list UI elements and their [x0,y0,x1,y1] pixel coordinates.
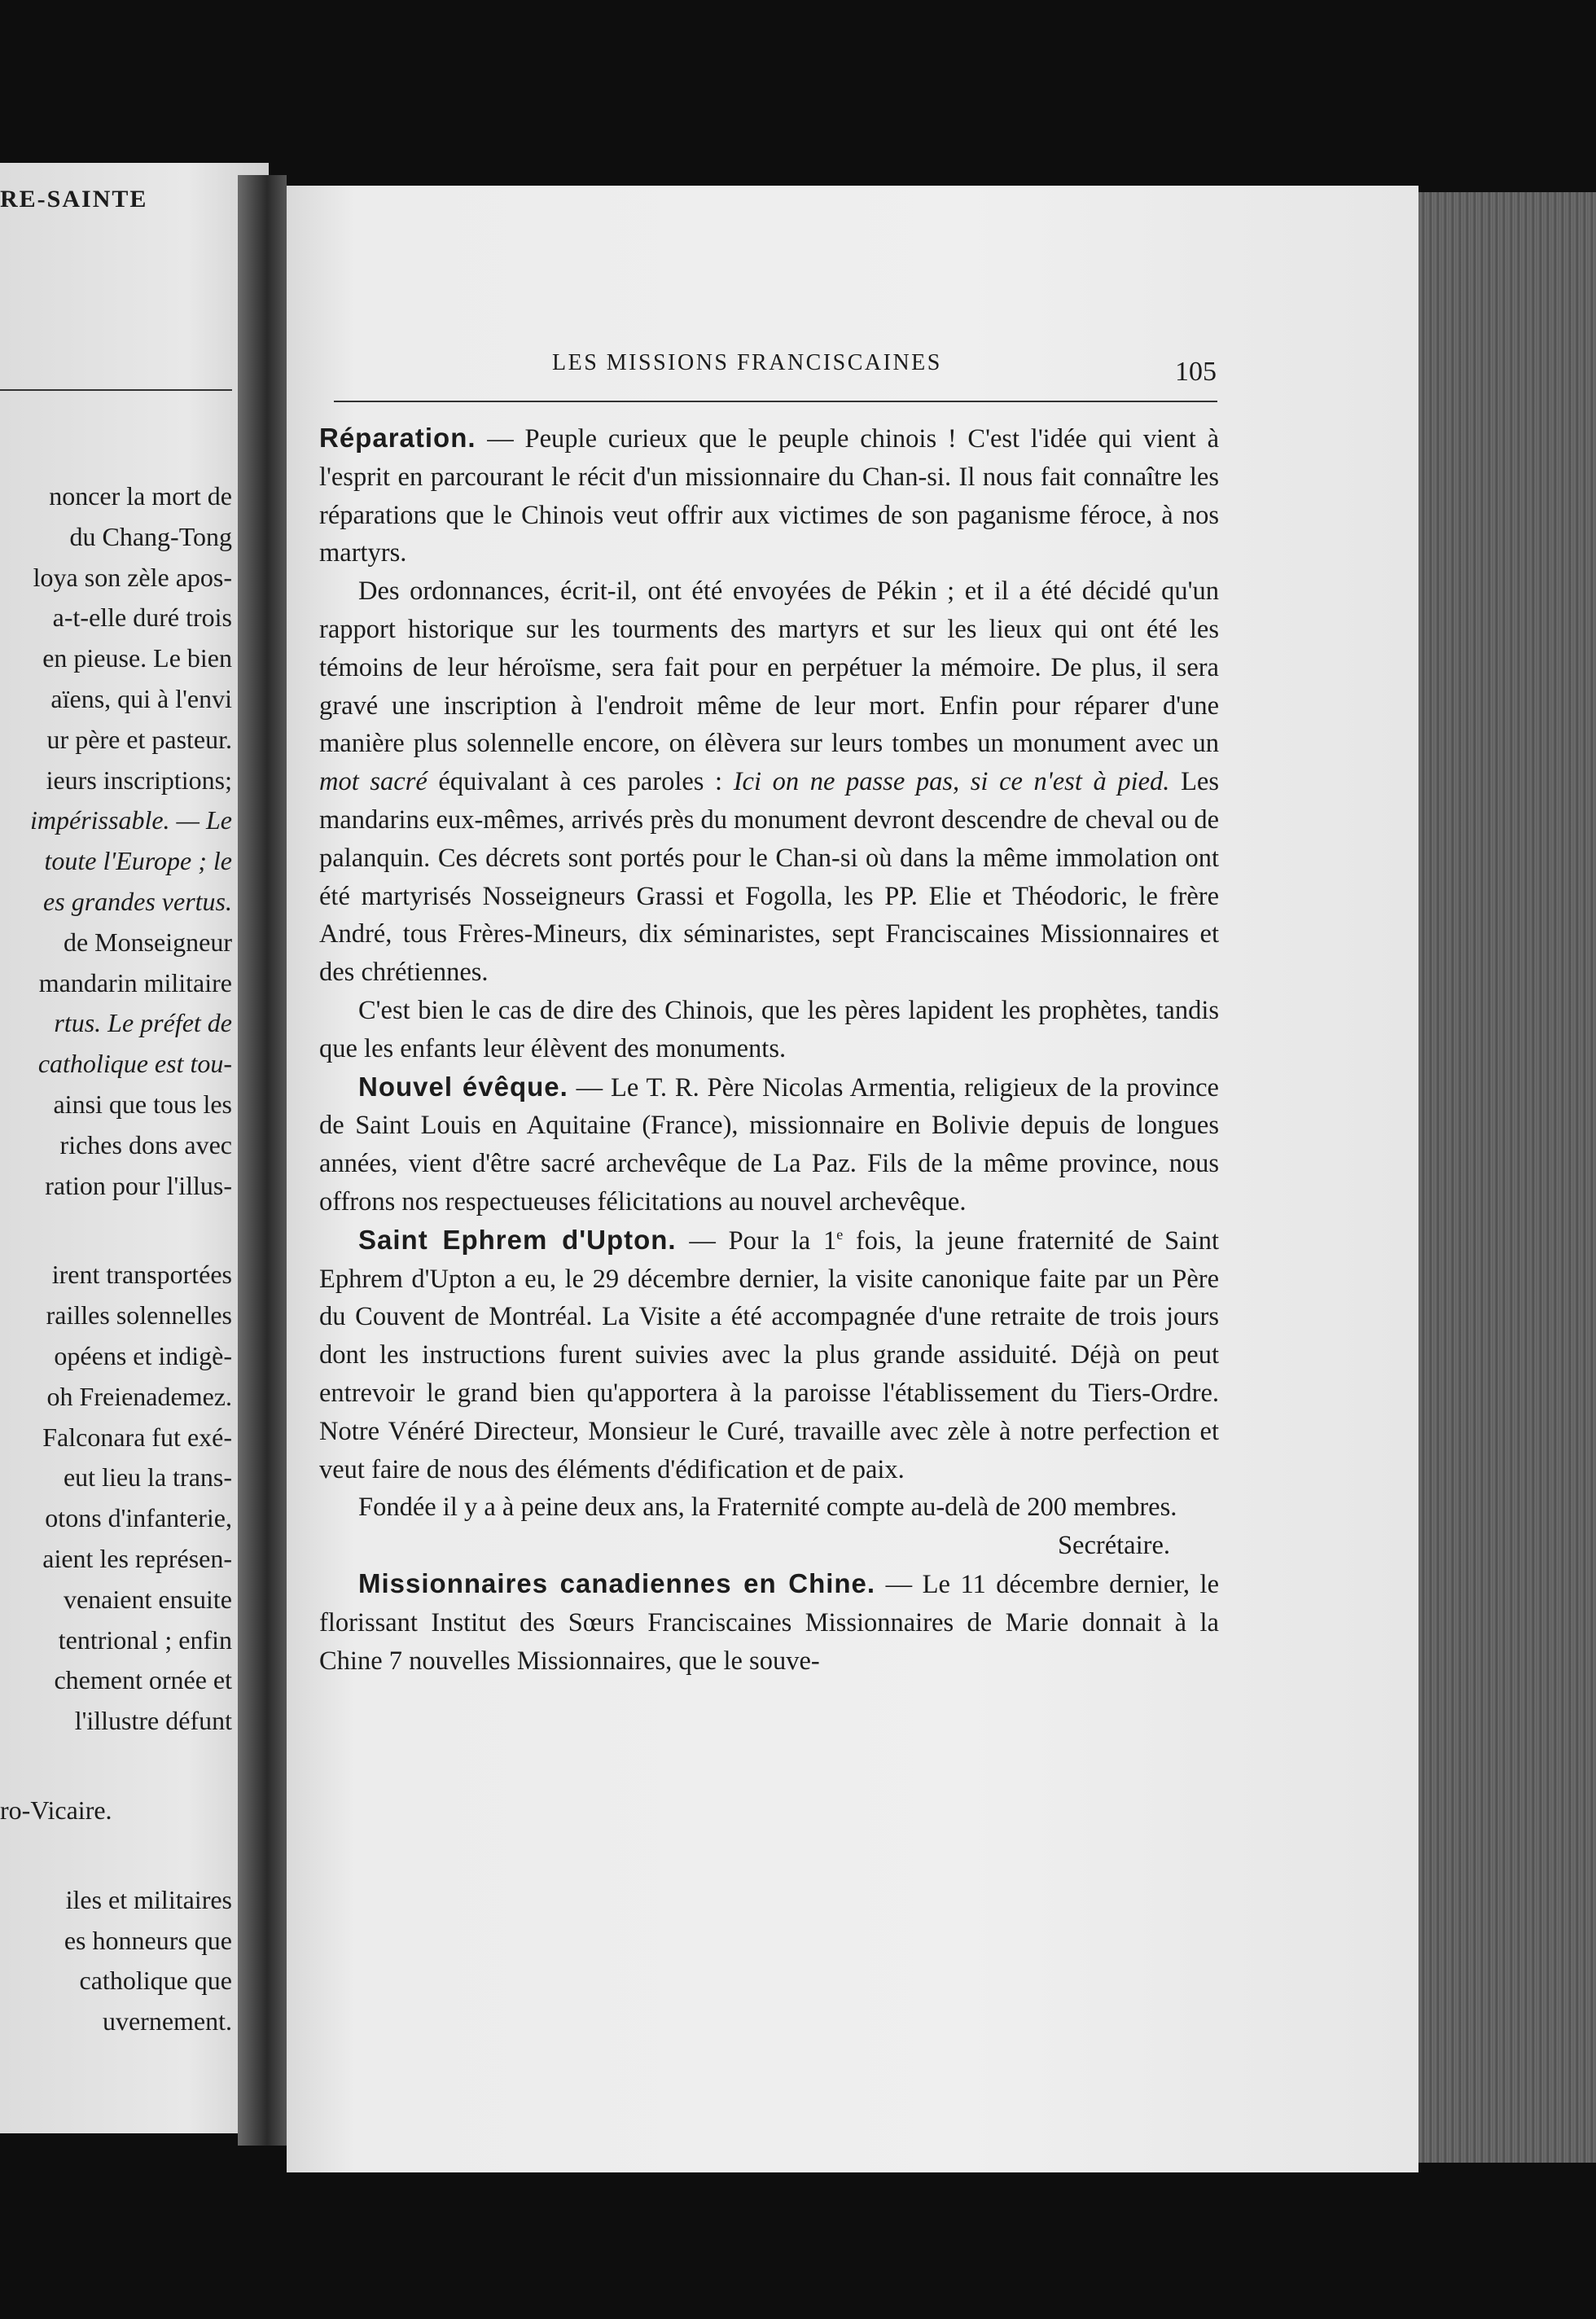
paragraph [319,419,1219,572]
left-text-line: es honneurs que [64,1925,232,1955]
left-text-line: catholique que [79,1966,232,1996]
left-text-line: irent transportées [51,1260,232,1290]
page-number: 105 [1175,357,1217,387]
left-text-line: chement ornée et [54,1665,232,1695]
left-text-line: loya son zèle apos- [33,562,232,592]
left-text-line [0,1831,232,1880]
text-run: Fondée il y a à peine deux ans, la Fraternité compte au-delà de 200 membres. [358,1493,1177,1523]
signature [319,1527,1219,1565]
left-text-line: ration pour l'illus- [45,1170,232,1200]
left-text-line: de Monseigneur [63,927,232,957]
text-run: — Le 11 décembre dernier, le florissant Institut des Sœurs Franciscaines Missionnaires de Marie donnait à la Chine 7 nouvelles Missionnaires, que le souve- [319,1569,1219,1676]
left-text-line: toute l'Europe ; le [44,846,232,876]
text-run: C'est bien le cas de dire des Chinois, que les pères lapident les prophètes, tandis que les enfants leur élèvent des monuments. [319,995,1219,1063]
page-block-edge [1418,192,1596,2163]
left-text-line: ieurs inscriptions; [46,765,232,795]
left-text-line: noncer la mort de [49,481,232,511]
paragraph [319,992,1219,1068]
left-text-line: aient les représen- [42,1543,232,1573]
left-text-line: mandarin militaire [38,967,232,997]
header-rule [334,401,1217,402]
left-text-line [0,1742,232,1791]
text-run: Les mandarins eux-mêmes, arrivés près du monument devront descendre de cheval ou de palanquin. Ces décrets sont portés pour le Chan-si où dans la même immolation ont été martyrisés Nosseigneurs Grassi et Fogolla, les PP. Elie et Théodoric, le frère André, tous Frères-Mineurs, dix séminaristes, sept Franciscaines Missionnaires et des chrétiennes. [319,767,1219,988]
left-text-line: otons d'infanterie, [45,1503,232,1533]
paragraph [319,1068,1219,1221]
section-rubric: Saint Ephrem d'Upton. [358,1224,677,1255]
left-text-line: venaient ensuite [63,1584,232,1614]
text-run: fois, la jeune fraternité de Saint Ephrem d'Upton a eu, le 29 décembre dernier, la visite canonique faite par un Père du Couvent de Montréal. La Visite a été accompagnée d'une retraite de trois jours dont les instructions furent suivies avec la plus grande assiduité. Déjà on peut entrevoir le grand bien qu'apportera à la paroisse l'établissement du Tiers-Ordre. Notre Vénéré Directeur, Monsieur le Curé, travaille avec zèle à notre perfection et veut faire de nous des éléments d'édification et de paix. [319,1225,1219,1484]
paragraph [319,1565,1219,1680]
text-run: — Peuple curieux que le peuple chinois ! C'est l'idée qui vient à l'esprit en parcourant le récit d'un missionnaire du Chan-si. Il nous fait connaître les réparations que le Chinois veut offrir aux victimes de son paganisme féroce, à nos martyrs. [319,424,1219,568]
left-text-line: catholique est tou- [37,1049,232,1079]
left-text-line: oh Freienademez. [46,1381,232,1411]
left-text-line: es grandes vertus. [43,886,232,916]
left-text-line: impérissable. — Le [30,805,232,835]
left-text-line: tentrional ; enfin [58,1624,232,1655]
left-text-line: uvernement. [102,2006,232,2036]
left-text-line: railles solennelles [46,1300,232,1330]
paragraph [319,572,1219,992]
left-text-line: en pieuse. Le bien [42,643,232,673]
section-rubric: Nouvel évêque. [358,1071,568,1102]
section-rubric: Réparation. [319,423,476,453]
left-text-line: Falconara fut exé- [42,1422,232,1452]
left-text-line: ro-Vicaire. [0,1795,112,1825]
text-run: e [836,1225,844,1243]
left-page-text [0,476,232,2042]
text-run: Des ordonnances, écrit-il, ont été envoyées de Pékin ; et il a été décidé qu'un rapport historique sur les tourments des martyrs et sur les lieux qui ont été les témoins de leur héroïsme, sera fait pour en perpétuer la mémoire. De plus, il sera gravé une inscription à l'endroit même de leur mort. Enfin pour réparer d'une manière plus solennelle encore, on élèvera sur leurs tombes un monument avec un [319,576,1219,759]
left-text-line [0,1206,232,1255]
page-body [319,419,1219,1680]
left-text-line: eut lieu la trans- [63,1462,232,1493]
running-header: LES MISSIONS FRANCISCAINES [552,350,942,375]
text-run: équivalant à ces paroles : [427,767,734,797]
italic-text: Ici on ne passe pas, si ce n'est à pied. [733,767,1170,797]
left-header-rule [0,389,232,391]
section-rubric: Missionnaires canadiennes en Chine. [358,1567,876,1598]
text-run: Secrétaire. [1057,1531,1170,1561]
left-text-line: du Chang-Tong [69,521,232,551]
left-text-line: riches dons avec [59,1129,232,1160]
text-run: — Le T. R. Père Nicolas Armentia, religieux de la province de Saint Louis en Aquitaine (France), missionnaire en Bolivie depuis de longues années, vient d'être sacré archevêque de La Paz. Fils de la même province, nous offrons nos respectueuses félicitations au nouvel archevêque. [319,1072,1219,1216]
paragraph [319,1488,1219,1527]
left-text-line: aïens, qui à l'envi [50,683,232,713]
text-run: — Pour la 1 [676,1225,837,1256]
left-text-line: rtus. Le préfet de [54,1008,232,1038]
left-text-line: ainsi que tous les [53,1089,232,1119]
left-text-line: a-t-elle duré trois [52,603,232,633]
paragraph [319,1221,1219,1489]
left-text-line: iles et militaires [65,1884,232,1914]
left-text-line: opéens et indigè- [54,1340,232,1370]
left-text-line: ur père et pasteur. [46,724,232,754]
left-text-line: l'illustre défunt [74,1706,232,1736]
left-running-header: RE-SAINTE [0,186,148,213]
italic-text: mot sacré [319,767,428,797]
book-gutter [238,175,287,2146]
